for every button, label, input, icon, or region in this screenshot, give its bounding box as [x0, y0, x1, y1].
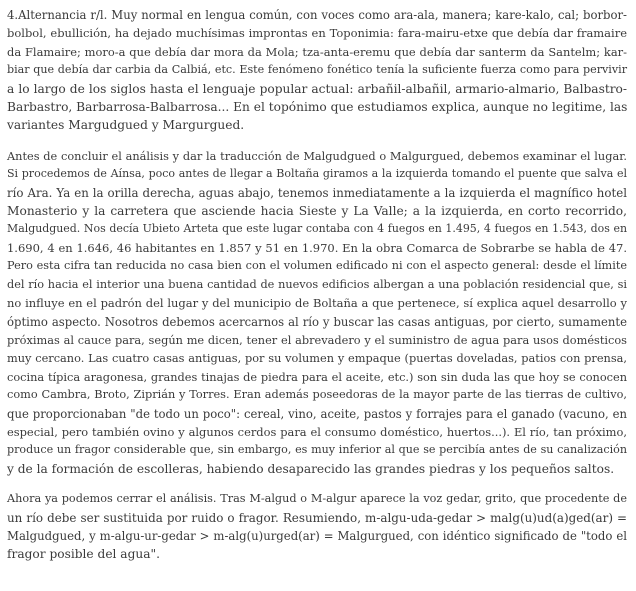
text-line: Si procedemos de Aínsa, poco antes de llegar a Boltaña giramos a la izquierda tomando el puente que salva el: [7, 167, 627, 181]
paragraph-alternancia: [7, 6, 627, 135]
text-line: Pero esta cifra tan reducida no casa bien con el volumen edificado ni con el aspecto general: desde el límite: [7, 259, 627, 273]
text-line: un río debe ser sustituida por ruido o fragor. Resumiendo, m-algu-uda-gedar > malg(u)ud(a)ged(ar) =: [7, 510, 627, 525]
text-line: y de la formación de escolleras, habiendo desaparecido las grandes piedras y los pequeños saltos.: [7, 461, 615, 476]
text-line: como Cambra, Broto, Ziprián y Torres. Eran además poseedoras de la mayor parte de las tierras de cultivo,: [7, 388, 627, 402]
text-line: Malgudgued, y m-algu-ur-gedar > m-alg(u)urged(ar) = Malgurgued, con idéntico significado de "todo el: [7, 528, 627, 543]
text-line: produce un fragor considerable que, sin embargo, es muy inferior al que se percibía antes de su canalización: [7, 443, 627, 457]
text-line: óptimo aspecto. Nosotros debemos acercarnos al río y buscar las casas antiguas, por cierto, sumamente: [7, 314, 627, 329]
text-line: Antes de concluir el análisis y dar la traducción de Malgudgued o Malgurgued, debemos examinar el lugar.: [7, 148, 627, 163]
text-line: 4.Alternancia r/l. Muy normal en lengua común, con voces como ara-ala, manera; kare-kalo, cal; borbor-: [7, 8, 627, 22]
text-line: Malgudgued. Nos decía Ubieto Arteta que este lugar contaba con 4 fuegos en 1.495, 4 fuegos en 1.543, dos en: [7, 222, 627, 236]
text-line: biar que debía dar carbia da Calbiá, etc. Este fenómeno fonético tenía la suficiente fuerza como para pervivir: [7, 63, 627, 77]
text-line: Ahora ya podemos cerrar el análisis. Tras M-algud o M-algur aparece la voz gedar, grito, que procedente de: [7, 492, 627, 506]
text-line: Barbastro, Barbarrosa-Balbarrosa... En el topónimo que estudiamos explica, aunque no legitime, las: [7, 100, 628, 115]
text-line: próximas al cauce para, según me dicen, tener el abrevadero y el suministro de agua para usos domésticos: [7, 332, 627, 347]
text-line: que proporcionaban "de todo un poco": cereal, vino, aceite, pastos y forrajes para el ganado (vacuno, en: [7, 406, 627, 421]
text-line: Monasterio y la carretera que asciende hacia Sieste y La Valle; a la izquierda, en corto recorrido,: [7, 204, 627, 219]
text-line: fragor posible del agua".: [7, 547, 160, 562]
text-line: bolbol, ebullición, ha dejado muchísimas improntas en Toponimia: fara-mairu-etxe que debía dar framaire: [7, 26, 627, 41]
text-line: especial, pero también ovino y algunos cerdos para el consumo doméstico, huertos...). El río, tan próximo,: [7, 424, 627, 439]
paragraph-examen-lugar: [7, 147, 627, 478]
text-line: no influye en el padrón del lugar y del municipio de Boltaña a que pertenece, sí explica aquel desarrollo y: [7, 296, 627, 311]
text-line: variantes Margudgued y Margurgued.: [7, 118, 245, 133]
text-line: del río hacia el interior una buena cantidad de nuevos edificios albergan a una población residencial que, si: [7, 277, 627, 291]
text-line: a lo largo de los siglos hasta el lenguaje popular actual: arbañil-albañil, armario-almario, Balbastro-: [7, 81, 627, 96]
text-line: 1.690, 4 en 1.646, 46 habitantes en 1.857 y 51 en 1.970. En la obra Comarca de Sobrarbe se habla de 47.: [7, 240, 627, 255]
text-line: río Ara. Ya en la orilla derecha, aguas abajo, tenemos inmediatamente a la izquierda el magnífico hotel: [7, 185, 627, 200]
text-line: cocina típica aragonesa, grandes tinajas de piedra para el aceite, etc.) son sin duda las que hoy se conocen: [7, 369, 627, 384]
text-line: muy cercano. Las cuatro casas antiguas, por su volumen y empaque (puertas doveladas, patios con prensa,: [7, 351, 627, 366]
paragraph-conclusion: [7, 490, 627, 564]
text-line: da Flamaire; moro-a que debía dar mora da Mola; tza-anta-eremu que debía dar santerm da Santelm; kar-: [7, 44, 627, 59]
